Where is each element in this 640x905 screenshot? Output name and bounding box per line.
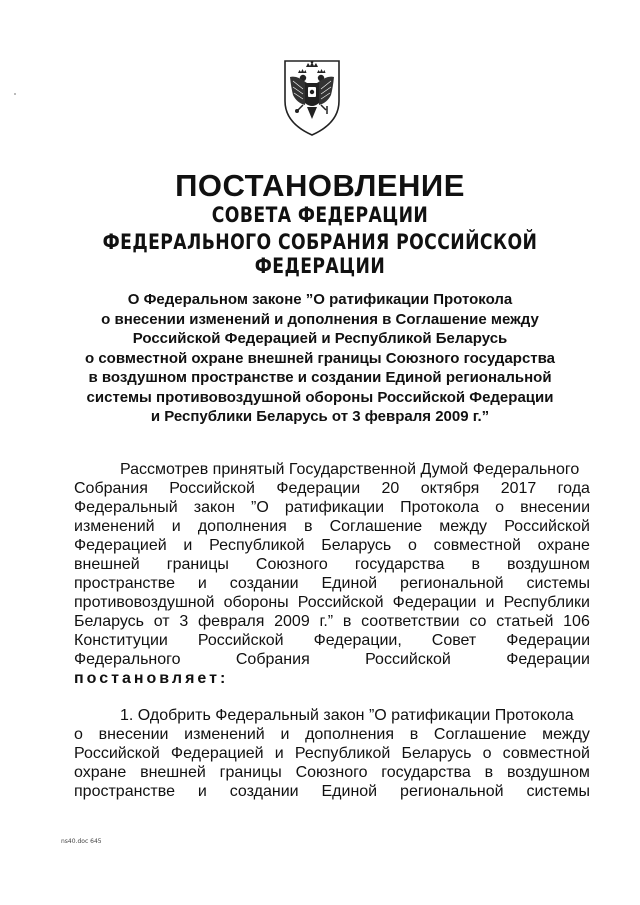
word: пространстве	[74, 783, 175, 800]
word: и	[171, 518, 181, 535]
word: Совет	[431, 632, 477, 649]
clause-1-paragraph	[74, 706, 590, 801]
text-line	[74, 498, 590, 517]
word: обороны	[223, 594, 289, 611]
word: Российской	[365, 651, 451, 668]
word: в	[342, 613, 352, 630]
word: региональной	[400, 783, 504, 800]
document-title: ПОСТАНОВЛЕНИЕ	[175, 168, 465, 203]
word: воздушном	[507, 556, 590, 573]
word: и	[197, 783, 207, 800]
word: Российской	[74, 745, 160, 762]
word: охране	[74, 764, 127, 781]
word: Российской	[297, 594, 384, 611]
subject-line: Российской Федерацией и Республикой Беларусь	[132, 330, 508, 347]
word: и	[183, 537, 193, 554]
word: совместной	[502, 745, 590, 762]
word: дополнения	[197, 518, 287, 535]
word: Союзного	[255, 556, 328, 573]
word: Беларусь	[74, 613, 144, 630]
word: соответствии	[361, 613, 460, 630]
word: о	[408, 537, 417, 554]
scan-speck	[14, 93, 16, 95]
word: в	[303, 518, 313, 535]
word: в	[471, 556, 480, 573]
word: и	[274, 745, 284, 762]
word: ”О	[251, 499, 269, 516]
word: границы	[166, 556, 229, 573]
word: Республикой	[209, 537, 305, 554]
word: и	[485, 594, 495, 611]
word: охране	[537, 537, 590, 554]
word: Единой	[321, 575, 378, 592]
word: ратификации	[284, 499, 385, 516]
word: системы	[526, 575, 590, 592]
word: внесении	[520, 499, 590, 516]
word: между	[542, 726, 590, 743]
word: о	[495, 499, 505, 516]
text-line	[74, 517, 590, 536]
word: Российской	[197, 632, 284, 649]
word: Соглашение	[329, 518, 423, 535]
text-line	[74, 593, 590, 612]
word: границы	[219, 764, 282, 781]
text-line	[74, 782, 590, 801]
word: Собрания	[235, 651, 310, 668]
word: дополнения	[305, 726, 395, 743]
word: октября	[420, 480, 480, 497]
subject-line: в воздушном пространстве и создании Единой региональной	[88, 369, 552, 386]
word: Союзного	[295, 764, 368, 781]
word: февраля	[198, 613, 265, 630]
word: Соглашение	[433, 726, 527, 743]
word: о	[74, 726, 83, 743]
word: Республикой	[294, 745, 391, 762]
word: 3	[179, 613, 189, 630]
word: государства	[354, 556, 445, 573]
document-subject	[55, 290, 585, 427]
word: совместной	[433, 537, 521, 554]
text-line	[74, 631, 590, 650]
word: Беларусь	[401, 745, 472, 762]
subject-line: и Республики Беларусь от 3 февраля 2009 г.”	[150, 408, 490, 425]
word: Российской	[504, 518, 590, 535]
word: закон	[193, 499, 235, 516]
text-line	[74, 555, 590, 574]
word: Федерального	[74, 651, 181, 668]
text-line	[74, 706, 590, 725]
text-line	[74, 479, 590, 498]
resolves-word: постановляет:	[74, 670, 229, 687]
word: 20	[381, 480, 400, 497]
word: Российской	[169, 480, 255, 497]
word: между	[439, 518, 488, 535]
word: 2017	[500, 480, 537, 497]
word: создании	[229, 783, 299, 800]
document-issuer-line2: ФЕДЕРАЛЬНОГО СОБРАНИЯ РОССИЙСКОЙ ФЕДЕРАЦИИ	[102, 230, 538, 278]
word: изменений	[74, 518, 155, 535]
word: Федерации	[392, 594, 477, 611]
text-line	[74, 460, 590, 479]
word: в	[409, 726, 419, 743]
text-line	[74, 650, 590, 669]
word: о	[482, 745, 492, 762]
word: в	[484, 764, 494, 781]
word: Федеральный	[74, 499, 178, 516]
word: пространстве	[74, 575, 175, 592]
document-issuer-line1: СОВЕТА ФЕДЕРАЦИИ	[211, 203, 429, 227]
word: Федерацией	[170, 745, 264, 762]
subject-line: системы противовоздушной обороны Российской Федерации	[86, 388, 554, 406]
word: от	[153, 613, 170, 630]
text-line	[74, 725, 590, 744]
word: воздушном	[506, 764, 590, 781]
file-code: ns40.doc 645	[61, 838, 102, 845]
coat-of-arms-emblem	[281, 57, 343, 137]
word: внешней	[74, 556, 140, 573]
preamble-paragraph	[74, 460, 590, 688]
text-line	[74, 669, 590, 688]
word: 2009	[274, 613, 310, 630]
word: 106	[563, 613, 590, 630]
word: Рассмотрев принятый Государственной Думой Федерального	[120, 461, 580, 478]
text-line	[74, 744, 590, 763]
word: статьей	[496, 613, 554, 630]
word: Федерации	[506, 651, 590, 668]
subject-line: о совместной охране внешней границы Союзного государства	[84, 349, 556, 367]
word: Республики	[503, 594, 590, 611]
word: и	[197, 575, 207, 592]
text-line	[74, 763, 590, 782]
word: изменений	[184, 726, 265, 743]
word: Собрания	[74, 480, 148, 497]
word: Федерацией	[74, 537, 167, 554]
word: государства	[381, 764, 471, 781]
word: региональной	[400, 575, 504, 592]
text-line	[74, 574, 590, 593]
word: г.”	[319, 613, 334, 630]
word: и	[280, 726, 290, 743]
word: Федерации	[506, 632, 590, 649]
word: внесении	[98, 726, 169, 743]
word: Федерации	[276, 480, 361, 497]
word: системы	[526, 783, 590, 800]
text-line	[74, 612, 590, 631]
word: Федерации,	[313, 632, 402, 649]
word: со	[469, 613, 487, 630]
word: создании	[229, 575, 299, 592]
word: 1. Одобрить Федеральный закон ”О ратификации Протокола	[120, 707, 574, 724]
word: Единой	[321, 783, 378, 800]
word: Конституции	[74, 632, 168, 649]
word: Беларусь	[321, 537, 392, 554]
word: противовоздушной	[74, 594, 215, 611]
text-line	[74, 536, 590, 555]
subject-line: О Федеральном законе ”О ратификации Протокола	[127, 291, 513, 308]
word: внешней	[140, 764, 206, 781]
word: Протокола	[400, 499, 480, 516]
word: года	[557, 480, 590, 497]
subject-line: о внесении изменений и дополнения в Соглашение между	[101, 310, 539, 328]
